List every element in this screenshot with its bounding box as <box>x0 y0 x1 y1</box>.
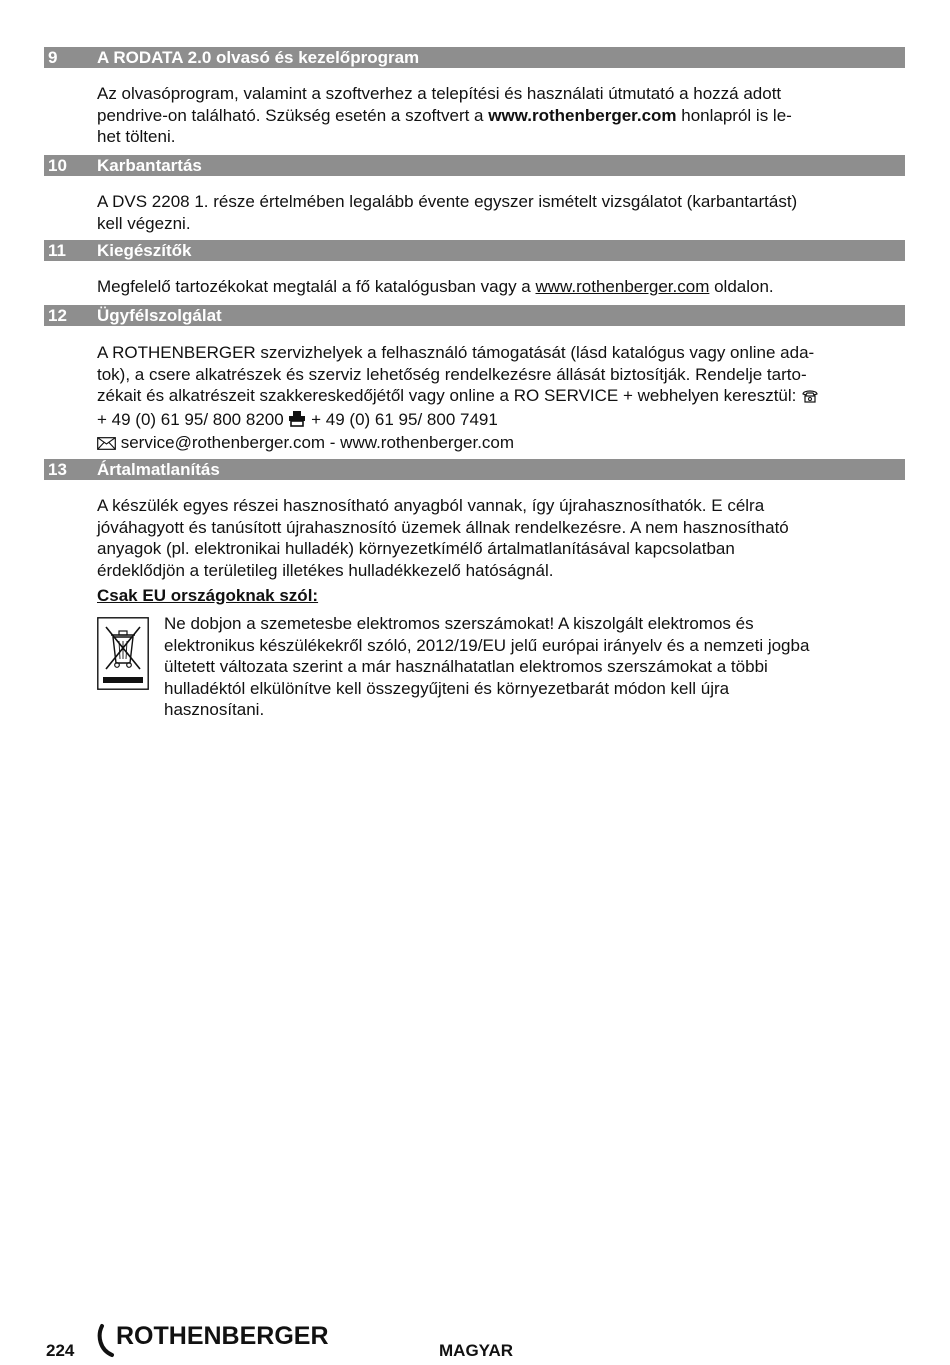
text-line: A ROTHENBERGER szervizhelyek a felhasználó támogatását (lásd katalógus vagy online ada- <box>97 343 815 362</box>
text-run: pendrive-on található. Szükség esetén a szoftvert a <box>97 105 489 125</box>
text-line: ültetett változata szerint a már használhatatlan elektromos szerszámokat a többi <box>164 657 768 676</box>
section-number: 9 <box>48 48 58 67</box>
text-line: A készülék egyes részei hasznosítható anyagból vannak, így újrahasznosíthatók. E célra <box>97 496 765 515</box>
text-line <box>97 105 902 127</box>
text-line: anyagok (pl. elektronikai hulladék) környezetkímélő ártalmatlanításával kapcsolatban <box>97 539 735 558</box>
phone-icon <box>801 387 819 409</box>
text-run: Megfelelő tartozékokat megtalál a fő katalógusban vagy a <box>97 277 536 296</box>
section-title: A RODATA 2.0 olvasó és kezelőprogram <box>97 48 420 67</box>
text-line: het tölteni. <box>97 127 176 146</box>
text-line: hasznosítani. <box>164 700 265 719</box>
section-title: Kiegészítők <box>97 241 192 260</box>
section-header-12 <box>44 305 905 326</box>
text-line: érdeklődjön a területileg illetékes hulladékkezelő hatóságnál. <box>97 560 554 580</box>
eu-disposal-text <box>164 613 904 721</box>
text-line: jóváhagyott és tanúsított újrahasznosító üzemek állnak rendelkezésre. A nem hasznosítható <box>97 517 789 537</box>
text-line <box>97 385 902 409</box>
language-label: MAGYAR <box>439 1341 513 1360</box>
section-title: Karbantartás <box>97 156 202 175</box>
section-10-body <box>97 191 902 234</box>
text-line: kell végezni. <box>97 213 191 233</box>
section-number: 12 <box>48 306 67 325</box>
crossed-out-wheelie-bin-icon <box>97 617 149 690</box>
page-number: 224 <box>46 1341 75 1360</box>
text-line: tok), a csere alkatrészek és szerviz lehetőség rendelkezésre állását biztosítják. Rendelje tarto- <box>97 364 807 384</box>
text-line: Ne dobjon a szemetesbe elektromos szerszámokat! A kiszolgált elektromos és <box>164 614 754 633</box>
section-13-body <box>97 495 902 581</box>
section-header-13 <box>44 459 905 480</box>
envelope-icon <box>97 434 116 456</box>
section-number: 10 <box>48 156 67 175</box>
section-header-11 <box>44 240 905 261</box>
eu-heading: Csak EU országoknak szól: <box>97 586 319 605</box>
section-title: Ügyfélszolgálat <box>97 306 222 325</box>
section-number: 13 <box>48 460 67 479</box>
section-header-9 <box>44 47 905 68</box>
text-run: zékait és alkatrészeit szakkereskedőjétől vagy online a RO SERVICE + webhelyen keresztül: <box>97 386 802 405</box>
logo-wordmark: ROTHENBERGER <box>116 1322 329 1350</box>
text-run: honlapról is le- <box>676 105 792 125</box>
text-line <box>97 276 902 298</box>
section-9-body <box>97 83 902 148</box>
text-line <box>97 432 902 456</box>
section-11-body <box>97 276 902 298</box>
fax-number: + 49 (0) 61 95/ 800 7491 <box>306 409 498 429</box>
text-line: hulladéktól elkülönítve kell összegyűjteni és környezetbarát módon kell újra <box>164 678 730 698</box>
section-title: Ártalmatlanítás <box>97 460 220 479</box>
website-bold: www.rothenberger.com <box>488 105 677 125</box>
text-run: oldalon. <box>709 277 774 296</box>
website-link[interactable]: www.rothenberger.com <box>535 277 710 296</box>
text-line: elektronikus készülékekről szóló, 2012/19/EU jelű európai irányelv és a nemzeti jogba <box>164 635 810 655</box>
rothenberger-logo <box>96 1322 346 1365</box>
text-line: A DVS 2208 1. része értelmében legalább évente egyszer ismételt vizsgálatot (karbantartást) <box>97 192 798 211</box>
section-header-10 <box>44 155 905 176</box>
fax-icon <box>288 411 306 433</box>
text-line: Az olvasóprogram, valamint a szoftverhez a telepítési és használati útmutató a hozzá adott <box>97 84 782 103</box>
section-number: 11 <box>48 241 66 260</box>
section-12-body <box>97 342 902 456</box>
email-address: service@rothenberger.com - www.rothenberger.com <box>116 433 515 452</box>
phone-number: + 49 (0) 61 95/ 800 8200 <box>97 409 284 429</box>
text-line <box>97 409 902 433</box>
